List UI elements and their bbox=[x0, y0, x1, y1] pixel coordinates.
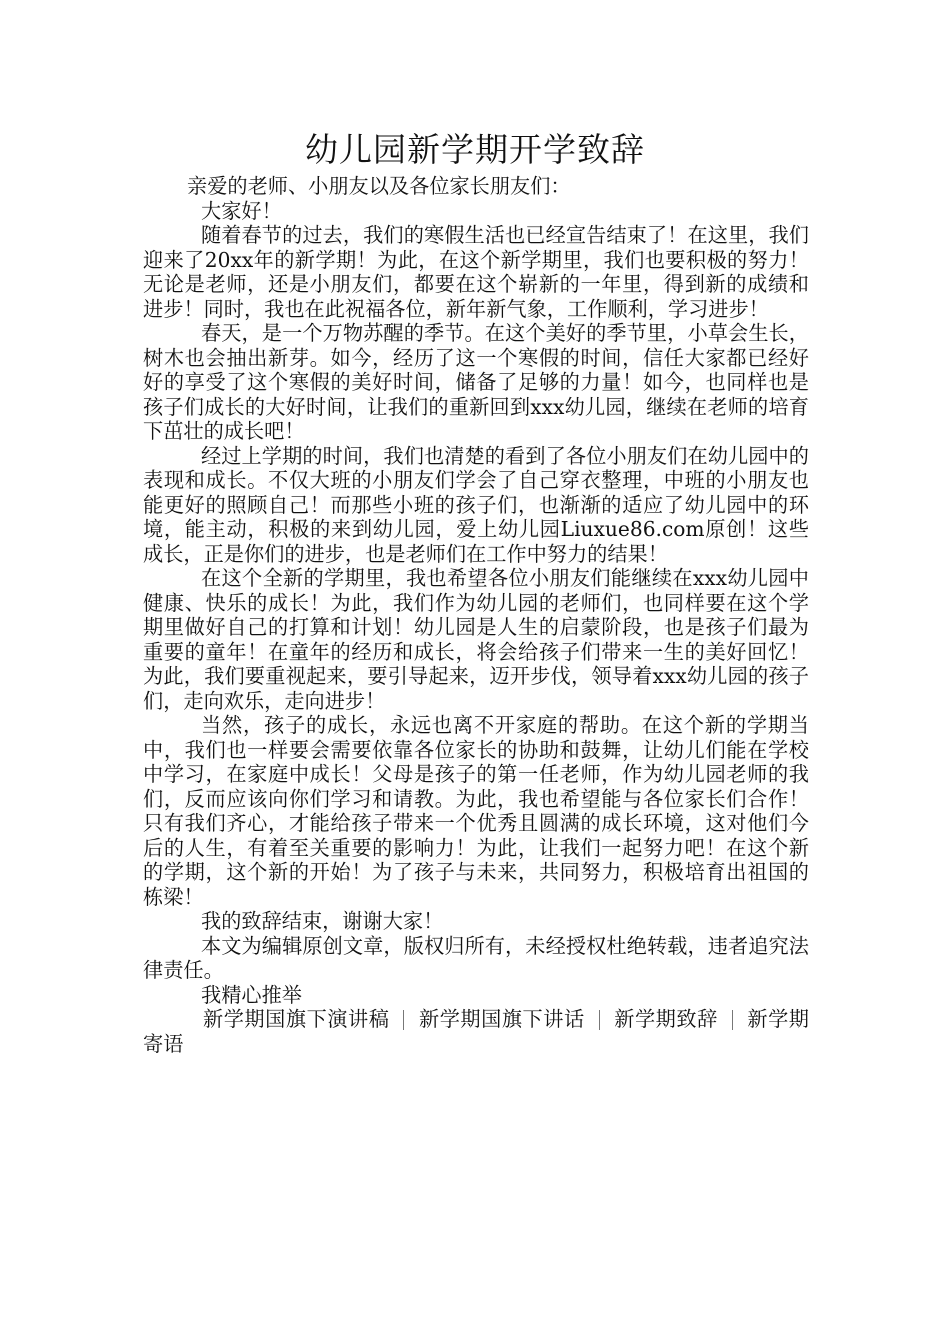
document-body bbox=[143, 174, 809, 1056]
recommend-link-address[interactable]: 新学期致辞 bbox=[613, 1007, 718, 1031]
paragraph-new-semester: 随着春节的过去，我们的寒假生活也已经宣告结束了！在这里，我们迎来了20xx年的新学期！为此，在这个新学期里，我们也要积极的努力！无论是老师，还是小朋友们，都要在这个崭新的一年里，得到新的成绩和进步！同时，我也在此祝福各位，新年新气象，工作顺利，学习进步！ bbox=[143, 223, 809, 321]
recommend-links bbox=[143, 1007, 809, 1056]
paragraph-family-help: 当然，孩子的成长，永远也离不开家庭的帮助。在这个新的学期当中，我们也一样要会需要依靠各位家长的协助和鼓舞，让幼儿们能在学校中学习，在家庭中成长！父母是孩子的第一任老师，作为幼儿园老师的我们，反而应该向你们学习和请教。为此，我也希望能与各位家长们合作！只有我们齐心，才能给孩子带来一个优秀且圆满的成长环境，这对他们今后的人生，有着至关重要的影响力！为此，让我们一起努力吧！在这个新的学期，这个新的开始！为了孩子与未来，共同努力，积极培育出祖国的栋梁！ bbox=[143, 713, 809, 909]
copyright-notice: 本文为编辑原创文章，版权归所有，未经授权杜绝转载，违者追究法律责任。 bbox=[143, 933, 809, 982]
recommend-heading: 我精心推举 bbox=[201, 982, 302, 1007]
paragraph-spring: 春天，是一个万物苏醒的季节。在这个美好的季节里，小草会生长，树木也会抽出新芽。如今，经历了这一个寒假的时间，信任大家都已经好好的享受了这个寒假的美好时间，储备了足够的力量！如今，也同样也是孩子们成长的大好时间，让我们的重新回到xxx幼儿园，继续在老师的培育下茁壮的成长吧！ bbox=[143, 321, 809, 443]
link-separator bbox=[403, 1010, 404, 1030]
link-separator bbox=[732, 1010, 733, 1030]
paragraph-last-semester: 经过上学期的时间，我们也清楚的看到了各位小朋友们在幼儿园中的表现和成长。不仅大班的小朋友们学会了自己穿衣整理，中班的小朋友也能更好的照顾自己！而那些小班的孩子们，也渐渐的适应了幼儿园中的环境，能主动，积极的来到幼儿园，爱上幼儿园Liuxue86.com原创！这些成长，正是你们的进步，也是老师们在工作中努力的结果！ bbox=[143, 443, 809, 566]
recommend-link-talk[interactable]: 新学期国旗下讲话 bbox=[418, 1007, 585, 1031]
paragraph-this-semester: 在这个全新的学期里，我也希望各位小朋友们能继续在xxx幼儿园中健康、快乐的成长！为此，我们作为幼儿园的老师们，也同样要在这个学期里做好自己的打算和计划！幼儿园是人生的启蒙阶段，也是孩子们最为重要的童年！在童年的经历和成长，将会给孩子们带来一生的美好回忆！为此，我们要重视起来，要引导起来，迈开步伐，领导着xxx幼儿园的孩子们，走向欢乐，走向进步！ bbox=[143, 566, 809, 713]
document-title: 幼儿园新学期开学致辞 bbox=[305, 130, 645, 169]
recommend-link-speech[interactable]: 新学期国旗下演讲稿 bbox=[203, 1007, 390, 1031]
recommend-link-message[interactable]: 新学期寄语 bbox=[143, 1007, 809, 1056]
paragraph-greeting: 大家好！ bbox=[201, 198, 282, 223]
paragraph-closing: 我的致辞结束，谢谢大家！ bbox=[201, 909, 444, 933]
salutation: 亲爱的老师、小朋友以及各位家长朋友们： bbox=[187, 174, 571, 198]
link-separator bbox=[599, 1010, 600, 1030]
